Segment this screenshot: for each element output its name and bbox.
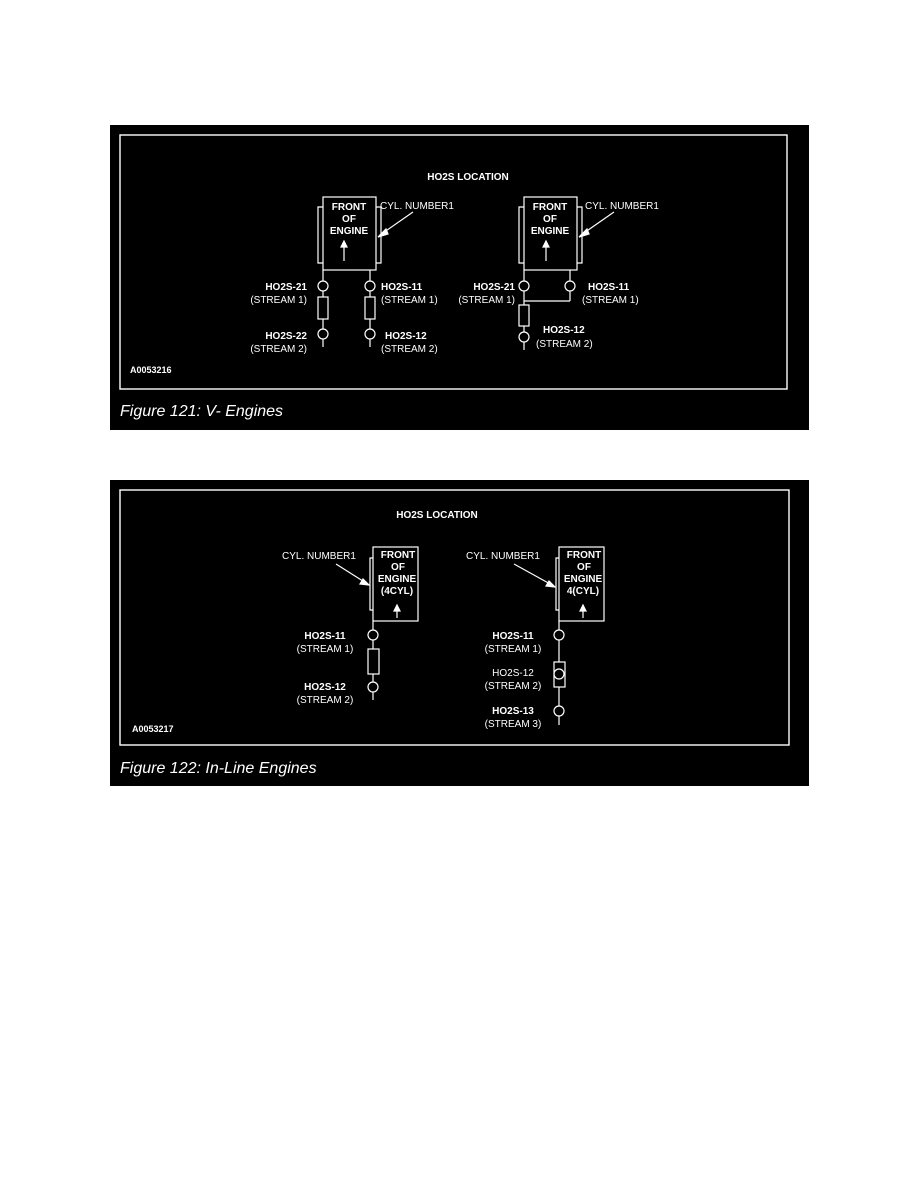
sensor-ho2s-11-icon (365, 281, 375, 291)
sensor-ho2s-12-icon (519, 332, 529, 342)
sensor-label: HO2S-12 (385, 331, 427, 342)
engine-label-line: OF (342, 214, 356, 225)
cyl-number-label: CYL. NUMBER1 (282, 551, 356, 562)
sensor-ho2s-11-icon (368, 630, 378, 640)
engine-label-line: ENGINE (377, 574, 417, 585)
figure-121-caption: Figure 121: V- Engines (120, 403, 284, 420)
sensor-ho2s-13-icon (554, 706, 564, 716)
sensor-ho2s-11-icon (565, 281, 575, 291)
cyl-number-label: CYL. NUMBER1 (380, 201, 454, 212)
cyl-pointer-head (378, 229, 388, 237)
engine-label-line: OF (543, 214, 557, 225)
stream-label: (STREAM 1) (296, 644, 354, 655)
inline-engine-right-text (564, 550, 603, 597)
stream-label: (STREAM 1) (381, 295, 438, 306)
inline-engine-left (336, 547, 418, 700)
inline-engine-left-text (378, 550, 417, 597)
v-engine-right-sensor-labels (458, 282, 638, 350)
engine-label-line: ENGINE (530, 226, 570, 237)
inline-engine-right-sensor-labels (485, 631, 542, 730)
cyl-number-label: CYL. NUMBER1 (585, 201, 659, 212)
cyl-pointer (514, 564, 552, 585)
catalyst-icon (365, 297, 375, 319)
sensor-ho2s-11-icon (554, 630, 564, 640)
inline-engine-left-sensor-labels (297, 631, 354, 706)
v-engine-left (318, 197, 413, 347)
cylinder-bank-left (519, 207, 524, 263)
stream-label: (STREAM 2) (250, 344, 307, 355)
sensor-label: HO2S-11 (304, 631, 346, 642)
cyl-pointer (336, 564, 366, 583)
stream-label: (STREAM 2) (296, 695, 354, 706)
v-engine-right-text (531, 202, 570, 237)
figure-122-code: A0053217 (132, 724, 174, 734)
stream-label: (STREAM 1) (484, 644, 542, 655)
front-arrow-head (394, 605, 400, 611)
engine-label-line: FRONT (532, 202, 568, 213)
engine-label-line: (4CYL) (380, 586, 414, 597)
sensor-ho2s-21-icon (519, 281, 529, 291)
engine-label-line: ENGINE (329, 226, 369, 237)
sensor-label: HO2S-22 (265, 331, 307, 342)
sensor-label: HO2S-12 (304, 682, 346, 693)
engine-label-line: ENGINE (563, 574, 603, 585)
sensor-label: HO2S-11 (381, 282, 423, 293)
sensor-label: HO2S-21 (265, 282, 307, 293)
stream-label: (STREAM 1) (250, 295, 307, 306)
sensor-label: HO2S-12 (492, 668, 534, 679)
stream-label: (STREAM 2) (536, 339, 593, 350)
stream-label: (STREAM 2) (381, 344, 438, 355)
stream-label: (STREAM 3) (484, 719, 542, 730)
sensor-ho2s-12-icon (365, 329, 375, 339)
engine-label-line: 4(CYL) (566, 586, 600, 597)
engine-label-line: FRONT (331, 202, 367, 213)
sensor-ho2s-21-icon (318, 281, 328, 291)
sensor-label: HO2S-13 (492, 706, 534, 717)
sensor-ho2s-12-icon (368, 682, 378, 692)
catalyst-icon (368, 649, 379, 674)
figure-121-diagram (110, 125, 809, 430)
figure-122-title: HO2S LOCATION (396, 510, 478, 521)
engine-label-line: OF (577, 562, 591, 573)
catalyst-icon (519, 305, 529, 326)
engine-label-line: OF (391, 562, 405, 573)
figure-121-title: HO2S LOCATION (427, 172, 509, 183)
figure-122-caption: Figure 122: In-Line Engines (120, 760, 317, 777)
sensor-ho2s-22-icon (318, 329, 328, 339)
v-engine-left-sensor-labels (250, 282, 437, 355)
stream-label: (STREAM 2) (484, 681, 542, 692)
sensor-label: HO2S-11 (588, 282, 630, 293)
v-engine-left-text (330, 202, 369, 237)
front-arrow-head (341, 241, 347, 247)
sensor-ho2s-12-icon (554, 669, 564, 679)
stream-label: (STREAM 1) (458, 295, 515, 306)
engine-label-line: FRONT (566, 550, 602, 561)
front-arrow-head (543, 241, 549, 247)
catalyst-icon (318, 297, 328, 319)
figure-122 (110, 480, 809, 786)
stream-label: (STREAM 1) (582, 295, 639, 306)
figure-121-code: A0053216 (130, 365, 172, 375)
sensor-label: HO2S-21 (473, 282, 515, 293)
catalyst-icon (554, 662, 565, 687)
sensor-label: HO2S-12 (543, 325, 585, 336)
figure-121 (110, 125, 809, 430)
cylinder-bank-left (318, 207, 323, 263)
cyl-pointer-head (579, 229, 589, 237)
sensor-label: HO2S-11 (492, 631, 534, 642)
figure-122-border (120, 490, 789, 745)
engine-label-line: FRONT (380, 550, 416, 561)
front-arrow-head (580, 605, 586, 611)
figure-122-diagram (110, 480, 809, 786)
cyl-number-label: CYL. NUMBER1 (466, 551, 540, 562)
